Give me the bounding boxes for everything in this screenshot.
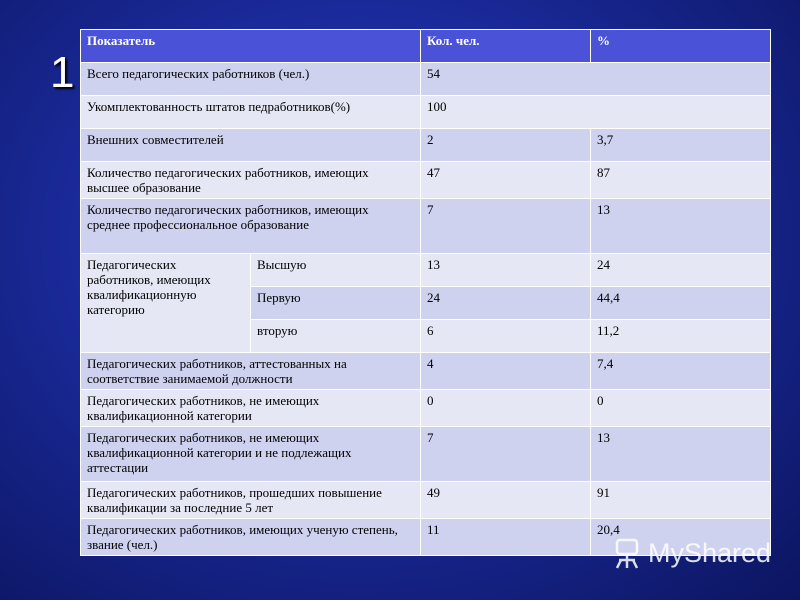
row-percent: 91: [591, 482, 771, 519]
row-count: 11: [421, 519, 591, 556]
category-name: вторую: [251, 320, 421, 353]
row-percent: 7,4: [591, 353, 771, 390]
category-name: Высшую: [251, 254, 421, 287]
table-row: [81, 353, 771, 390]
row-count: 54: [421, 63, 771, 96]
table-row: [81, 427, 771, 482]
table-row: [81, 162, 771, 199]
row-count: 7: [421, 427, 591, 482]
category-group-label: Педагогических работников, имеющих квалификационную категорию: [81, 254, 251, 353]
row-percent: 24: [591, 254, 771, 287]
row-percent: 20,4: [591, 519, 771, 556]
slide-number: 1: [50, 48, 75, 97]
row-label: Педагогических работников, не имеющих квалификационной категории и не подлежащих аттестации: [81, 427, 421, 482]
row-label: Педагогических работников, не имеющих квалификационной категории: [81, 390, 421, 427]
staff-statistics-table: [80, 29, 771, 556]
header-count: Кол. чел.: [421, 30, 591, 63]
row-count: 24: [421, 287, 591, 320]
watermark: [612, 536, 771, 570]
table-row: [81, 482, 771, 519]
row-count: 13: [421, 254, 591, 287]
row-percent: 13: [591, 427, 771, 482]
row-count: 6: [421, 320, 591, 353]
row-percent: 0: [591, 390, 771, 427]
row-label: Педагогических работников, аттестованных на соответствие занимаемой должности: [81, 353, 421, 390]
header-percent: %: [591, 30, 771, 63]
row-count: 7: [421, 199, 591, 254]
table-row: [81, 199, 771, 254]
row-label: Количество педагогических работников, имеющих среднее профессиональное образование: [81, 199, 421, 254]
row-count: 2: [421, 129, 591, 162]
row-percent: 87: [591, 162, 771, 199]
row-count: 100: [421, 96, 771, 129]
table-row: [81, 96, 771, 129]
table-row: [81, 63, 771, 96]
myshared-logo-icon: [612, 536, 642, 570]
table-row: [81, 254, 771, 287]
row-label: Количество педагогических работников, имеющих высшее образование: [81, 162, 421, 199]
row-label: Всего педагогических работников (чел.): [81, 63, 421, 96]
row-label: Укомплектованность штатов педработников(%): [81, 96, 421, 129]
row-count: 0: [421, 390, 591, 427]
row-percent: 44,4: [591, 287, 771, 320]
table-header-row: [81, 30, 771, 63]
row-count: 47: [421, 162, 591, 199]
header-indicator: Показатель: [81, 30, 421, 63]
row-count: 49: [421, 482, 591, 519]
row-label: Внешних совместителей: [81, 129, 421, 162]
row-label: Педагогических работников, прошедших повышение квалификации за последние 5 лет: [81, 482, 421, 519]
table-row: [81, 129, 771, 162]
row-percent: 11,2: [591, 320, 771, 353]
row-percent: 13: [591, 199, 771, 254]
category-name: Первую: [251, 287, 421, 320]
row-label: Педагогических работников, имеющих ученую степень, звание (чел.): [81, 519, 421, 556]
row-percent: 3,7: [591, 129, 771, 162]
watermark-text: MyShared: [648, 537, 772, 568]
table-row: [81, 390, 771, 427]
row-count: 4: [421, 353, 591, 390]
